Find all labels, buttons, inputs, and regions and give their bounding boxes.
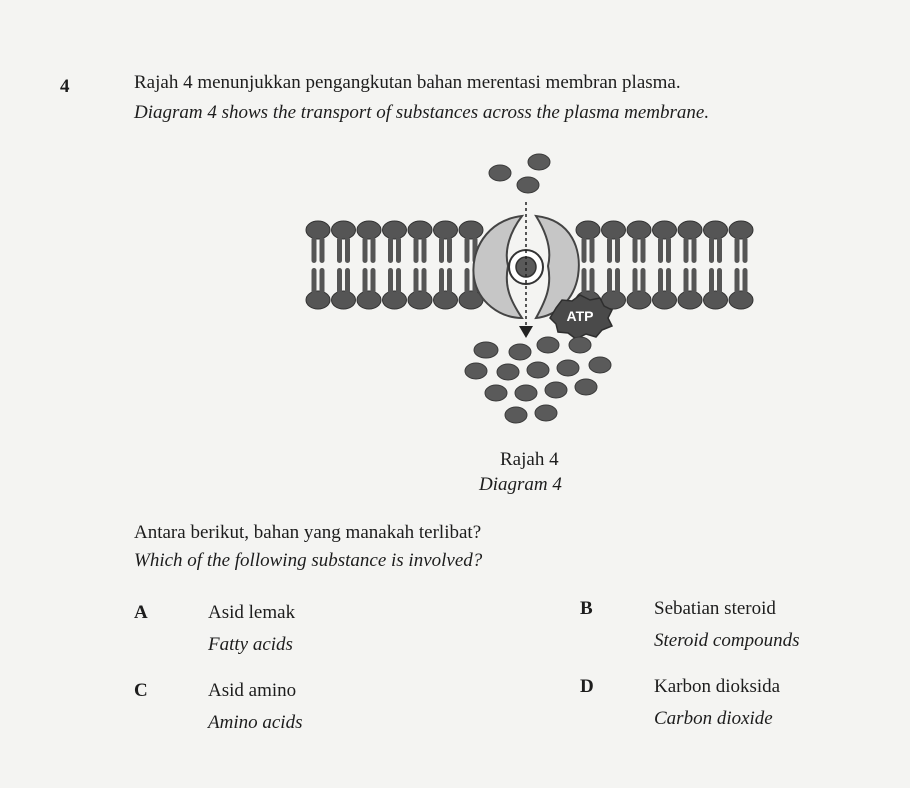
option-c-letter[interactable]: C [134,680,148,701]
option-a-letter[interactable]: A [134,602,148,623]
option-c-english[interactable]: Amino acids [208,712,303,733]
molecule [465,363,487,379]
question-stem-english: Diagram 4 shows the transport of substances across the plasma membrane. [134,102,710,123]
phospholipid-pair [602,221,626,309]
diagram-caption-english: Diagram 4 [479,474,562,495]
phospholipid-pair [704,221,728,309]
phospholipid-pair [408,221,432,309]
phospholipid-pair [306,221,330,309]
option-d-letter[interactable]: D [580,676,594,697]
phospholipid-pair [627,221,651,309]
phospholipid-pair [332,221,356,309]
phospholipid-pair [357,221,381,309]
phospholipid-pair [383,221,407,309]
outside-molecules [489,154,550,193]
option-b-english[interactable]: Steroid compounds [654,630,800,651]
option-a-english[interactable]: Fatty acids [208,634,293,655]
inside-molecules [465,337,611,423]
diagram-caption-malay: Rajah 4 [500,449,559,470]
molecule [485,385,507,401]
molecule [569,337,591,353]
phospholipid-pair [678,221,702,309]
option-b-letter[interactable]: B [580,598,593,619]
molecule [527,362,549,378]
molecule [505,407,527,423]
molecule [528,154,550,170]
molecule [575,379,597,395]
option-c-malay[interactable]: Asid amino [208,680,297,701]
phospholipid-bilayer-left [306,221,483,309]
molecule [517,177,539,193]
option-d-english[interactable]: Carbon dioxide [654,708,773,729]
molecule [589,357,611,373]
molecule [509,344,531,360]
molecule [497,364,519,380]
molecule [537,337,559,353]
prompt-malay: Antara berikut, bahan yang manakah terlibat? [134,522,482,543]
molecule [557,360,579,376]
option-a-malay[interactable]: Asid lemak [208,602,296,623]
phospholipid-bilayer-right [576,221,753,309]
phospholipid-pair [434,221,458,309]
phospholipid-pair [729,221,753,309]
molecule [489,165,511,181]
molecule [535,405,557,421]
option-d-malay[interactable]: Karbon dioksida [654,676,781,697]
option-b-malay[interactable]: Sebatian steroid [654,598,776,619]
molecule [515,385,537,401]
question-number: 4 [60,76,70,97]
atp-label: ATP [566,308,594,324]
molecule [474,342,498,358]
molecule [545,382,567,398]
membrane-transport-diagram [290,140,770,440]
question-stem-malay: Rajah 4 menunjukkan pengangkutan bahan merentasi membran plasma. [134,72,681,93]
prompt-english: Which of the following substance is involved? [134,550,483,571]
phospholipid-pair [653,221,677,309]
